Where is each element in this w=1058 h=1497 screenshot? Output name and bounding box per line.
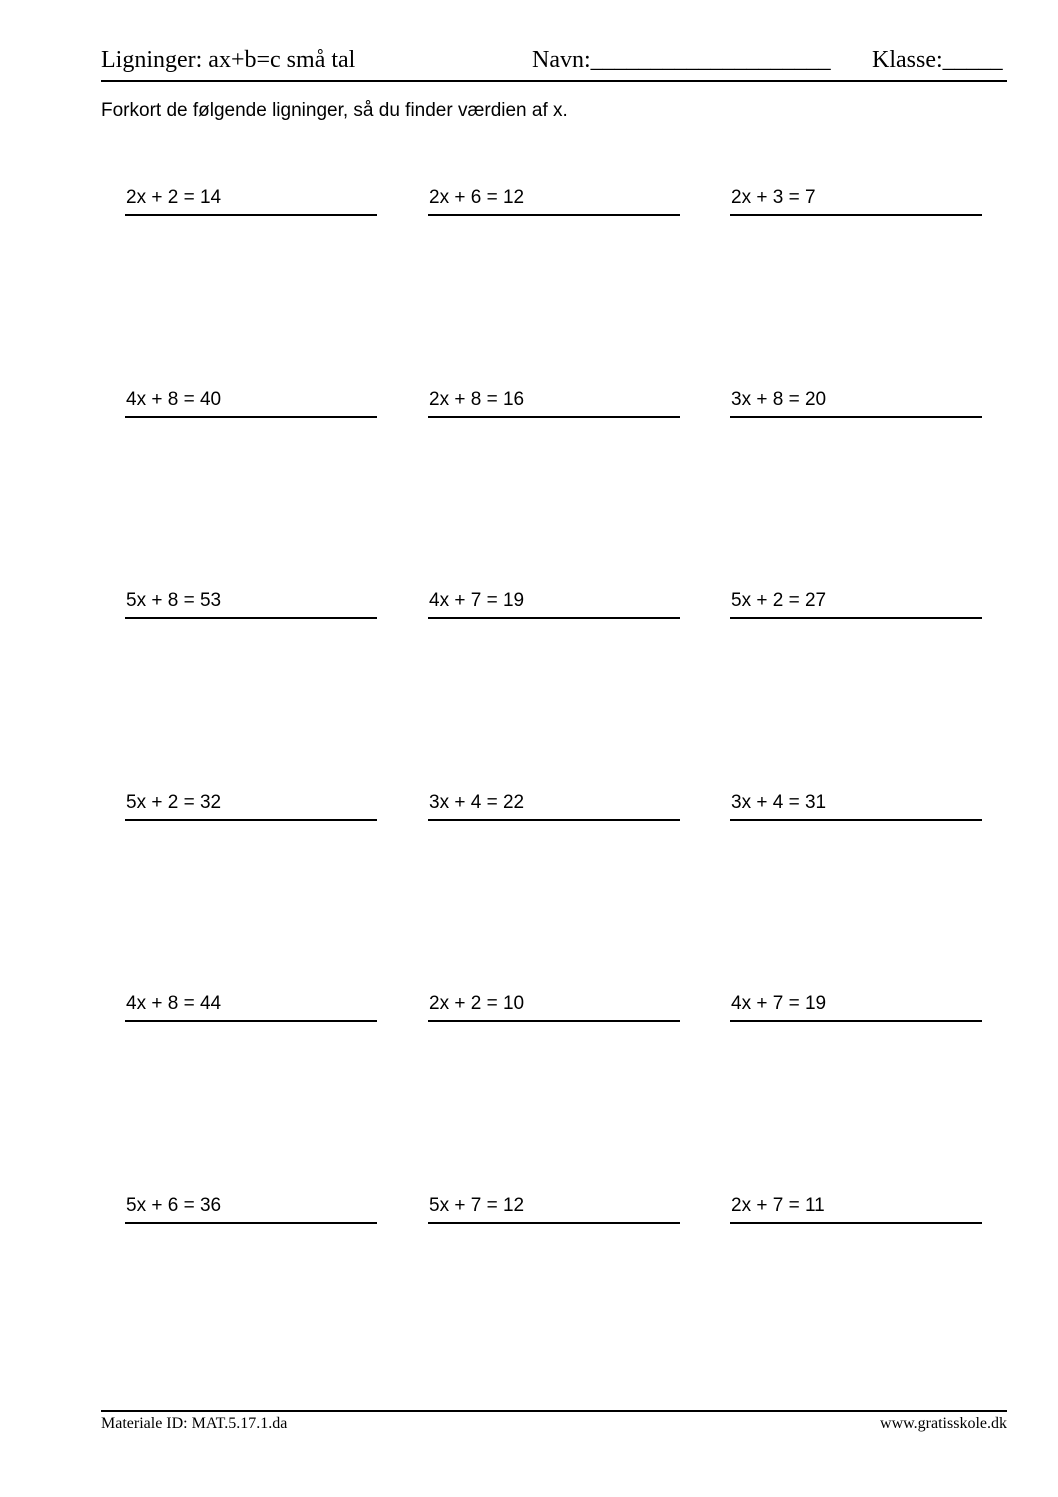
footer-divider (101, 1410, 1007, 1412)
equation-text: 4x + 7 = 19 (429, 590, 525, 611)
class-field-label: Klasse:_____ (872, 47, 1003, 73)
equation-text: 2x + 7 = 11 (731, 1195, 825, 1216)
worksheet-title: Ligninger: ax+b=c små tal (101, 47, 356, 73)
equation-text: 4x + 8 = 44 (126, 993, 222, 1014)
equation-text: 2x + 2 = 10 (429, 993, 525, 1014)
problem-answer-line[interactable] (428, 184, 680, 216)
equation-text: 2x + 6 = 12 (429, 187, 525, 208)
equation-text: 4x + 8 = 40 (126, 389, 222, 410)
material-id: Materiale ID: MAT.5.17.1.da (101, 1415, 288, 1432)
equation-text: 2x + 8 = 16 (429, 389, 525, 410)
equation-text: 5x + 2 = 32 (126, 792, 222, 813)
problem-answer-line[interactable] (428, 990, 680, 1022)
problem-answer-line[interactable] (730, 184, 982, 216)
problem-answer-line[interactable] (125, 1192, 377, 1224)
equation-text: 3x + 8 = 20 (731, 389, 827, 410)
equation-text: 2x + 2 = 14 (126, 187, 222, 208)
problem-answer-line[interactable] (428, 386, 680, 418)
problem-answer-line[interactable] (730, 990, 982, 1022)
equation-text: 3x + 4 = 31 (731, 792, 827, 813)
problem-answer-line[interactable] (730, 789, 982, 821)
problem-answer-line[interactable] (125, 184, 377, 216)
instruction-text: Forkort de følgende ligninger, så du finder værdien af x. (101, 100, 568, 121)
problem-answer-line[interactable] (428, 1192, 680, 1224)
problem-answer-line[interactable] (428, 789, 680, 821)
equation-text: 5x + 8 = 53 (126, 590, 222, 611)
equation-text: 5x + 7 = 12 (429, 1195, 525, 1216)
equation-text: 3x + 4 = 22 (429, 792, 525, 813)
problem-answer-line[interactable] (125, 789, 377, 821)
equation-text: 5x + 2 = 27 (731, 590, 827, 611)
problem-answer-line[interactable] (125, 990, 377, 1022)
problem-answer-line[interactable] (428, 587, 680, 619)
equation-text: 5x + 6 = 36 (126, 1195, 222, 1216)
website-link[interactable]: www.gratisskole.dk (880, 1415, 1007, 1432)
name-field-label: Navn:____________________ (532, 47, 831, 73)
problem-answer-line[interactable] (730, 386, 982, 418)
problem-answer-line[interactable] (125, 386, 377, 418)
equation-text: 2x + 3 = 7 (731, 187, 816, 208)
problem-answer-line[interactable] (730, 587, 982, 619)
problem-answer-line[interactable] (730, 1192, 982, 1224)
equation-text: 4x + 7 = 19 (731, 993, 827, 1014)
problem-answer-line[interactable] (125, 587, 377, 619)
